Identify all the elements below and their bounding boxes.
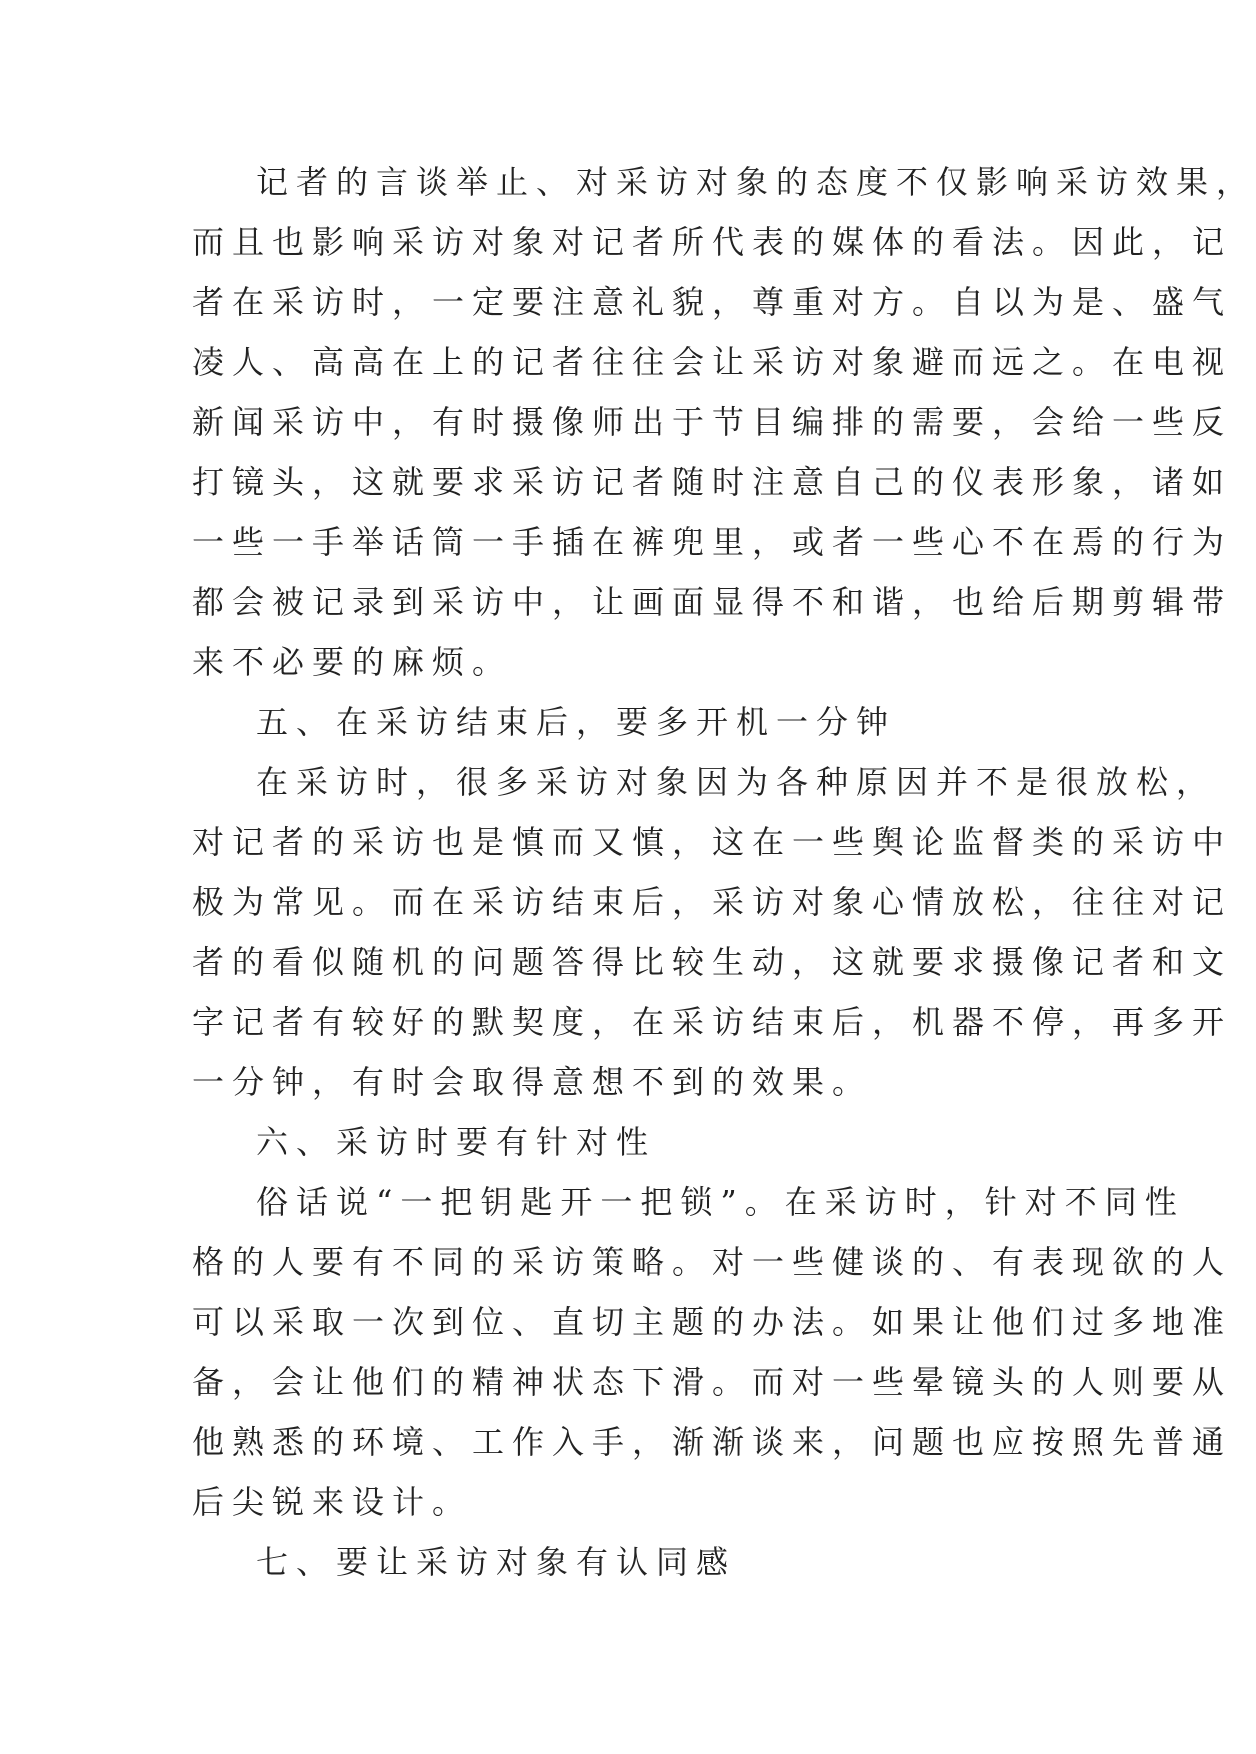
section-heading-6: 六、采访时要有针对性 [256,1123,657,1161]
paragraph-line: 记者的言谈举止、对采访对象的态度不仅影响采访效果， [256,163,1256,201]
paragraph-line: 俗话说“一把钥匙开一把锁”。在采访时，针对不同性 [256,1183,1185,1221]
paragraph-line: 后尖锐来设计。 [192,1483,473,1521]
paragraph-line: 打镜头，这就要求采访记者随时注意自己的仪表形象，诸如 [192,463,1233,501]
paragraph-line: 他熟悉的环境、工作入手，渐渐谈来，问题也应按照先普通 [192,1423,1233,1461]
section-heading-7: 七、要让采访对象有认同感 [256,1543,737,1581]
paragraph-line: 备，会让他们的精神状态下滑。而对一些晕镜头的人则要从 [192,1363,1233,1401]
paragraph-line: 新闻采访中，有时摄像师出于节目编排的需要，会给一些反 [192,403,1233,441]
paragraph-line: 而且也影响采访对象对记者所代表的媒体的看法。因此，记 [192,223,1233,261]
paragraph-line: 都会被记录到采访中，让画面显得不和谐，也给后期剪辑带 [192,583,1233,621]
paragraph-line: 格的人要有不同的采访策略。对一些健谈的、有表现欲的人 [192,1243,1233,1281]
section-heading-5: 五、在采访结束后，要多开机一分钟 [256,703,897,741]
paragraph-line: 一些一手举话筒一手插在裤兜里，或者一些心不在焉的行为 [192,523,1233,561]
paragraph-line: 可以采取一次到位、直切主题的办法。如果让他们过多地准 [192,1303,1233,1341]
paragraph-line: 者在采访时，一定要注意礼貌，尊重对方。自以为是、盛气 [192,283,1233,321]
paragraph-line: 极为常见。而在采访结束后，采访对象心情放松，往往对记 [192,883,1233,921]
paragraph-line: 在采访时，很多采访对象因为各种原因并不是很放松， [256,763,1217,801]
paragraph-line: 来不必要的麻烦。 [192,643,513,681]
paragraph-line: 一分钟，有时会取得意想不到的效果。 [192,1063,873,1101]
paragraph-line: 者的看似随机的问题答得比较生动，这就要求摄像记者和文 [192,943,1233,981]
paragraph-line: 对记者的采访也是慎而又慎，这在一些舆论监督类的采访中 [192,823,1233,861]
paragraph-line: 凌人、高高在上的记者往往会让采访对象避而远之。在电视 [192,343,1233,381]
body-text [192,152,1256,1592]
paragraph-line: 字记者有较好的默契度，在采访结束后，机器不停，再多开 [192,1003,1233,1041]
